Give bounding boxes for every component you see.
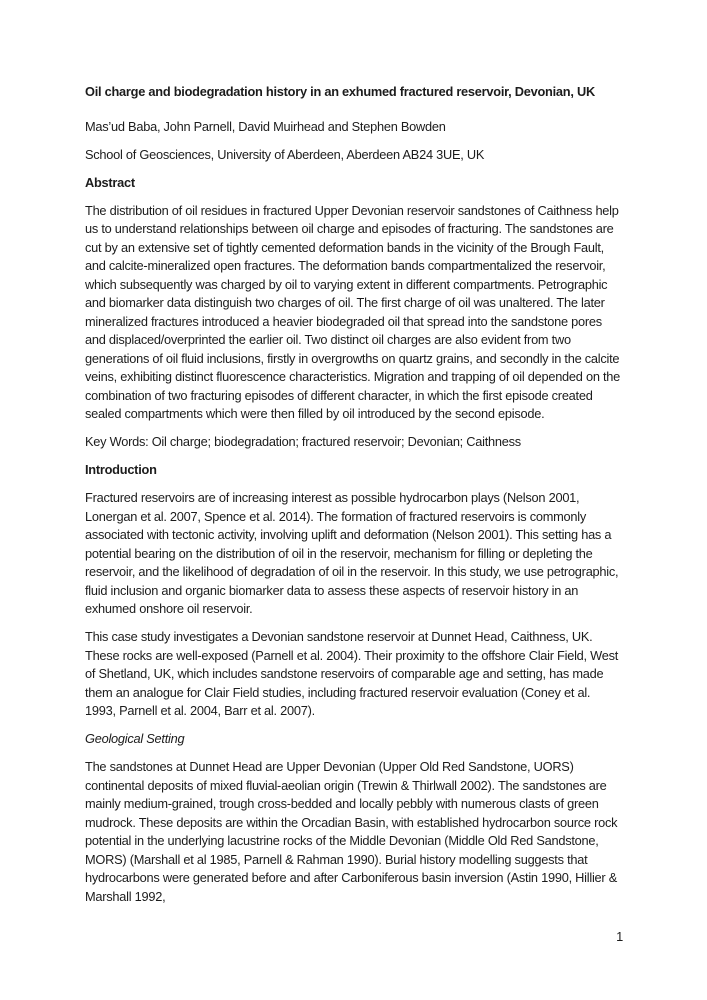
geological-setting-heading: Geological Setting [85, 731, 185, 746]
paper-title: Oil charge and biodegradation history in an exhumed fractured reservoir, Devonian, UK [85, 84, 595, 99]
geological-setting-paragraph: The sandstones at Dunnet Head are Upper Devonian (Upper Old Red Sandstone, UORS) continental deposits of mixed fluvial-aeolian origin (Trewin & Thirlwall 2002). The sandstones are mainly medium-grained, trough cross-bedded and locally pebbly with numerous clasts of green mudrock. These deposits are within the Orcadian Basin, with established hydrocarbon source rock potential in the underlying lacustrine rocks of the Middle Devonian (Middle Old Red Sandstone, MORS) (Marshall et al 1985, Parnell & Rahman 1990). Burial history modelling suggests that hydrocarbons were generated before and after Carboniferous basin inversion (Astin 1990, Hillier & Marshall 1992, [85, 759, 618, 904]
page-number: 1 [616, 928, 623, 944]
keywords-line: Key Words: Oil charge; biodegradation; fractured reservoir; Devonian; Caithness [85, 434, 521, 449]
abstract-paragraph: The distribution of oil residues in fractured Upper Devonian reservoir sandstones of Caithness help us to understand relationships between oil charge and episodes of fracturing. The sandstones are cut by an extensive set of tightly cemented deformation bands in the vicinity of the Brough Fault, and calcite-mineralized open fractures. The deformation bands compartmentalized the reservoir, which subsequently was charged by oil to varying extent in different compartments. Petrographic and biomarker data distinguish two charges of oil. The first charge of oil was unaltered. The later mineralized fractures introduced a heavier biodegraded oil that spread into the sandstone pores and displaced/overprinted the earlier oil. Two distinct oil charges are also evident from two generations of oil fluid inclusions, firstly in overgrowths on quartz grains, and secondly in the calcite veins, exhibiting distinct fluorescence characteristics. Migration and trapping of oil depended on the combination of two fracturing episodes of different character, in which the first episode created sealed compartments which were then filled by oil introduced by the second episode. [85, 202, 621, 421]
introduction-paragraph-1: Fractured reservoirs are of increasing interest as possible hydrocarbon plays (Nelson 2001, Lonergan et al. 2007, Spence et al. 2014). The formation of fractured reservoirs is commonly associated with tectonic activity, involving uplift and deformation (Nelson 2001). This setting has a potential bearing on the distribution of oil in the reservoir, mechanism for filling or depleting the reservoir, and the likelihood of degradation of oil in the reservoir. In this study, we use petrographic, fluid inclusion and organic biomarker data to assess these aspects of reservoir history in an exhumed onshore oil reservoir. [85, 490, 619, 616]
introduction-paragraph-2: This case study investigates a Devonian sandstone reservoir at Dunnet Head, Caithness, UK. These rocks are well-exposed (Parnell et al. 2004). Their proximity to the offshore Clair Field, West of Shetland, UK, which includes sandstone reservoirs of comparable age and setting, has made them an analogue for Clair Field studies, including fractured reservoir evaluation (Coney et al. 1993, Parnell et al. 2004, Barr et al. 2007). [85, 629, 619, 718]
affiliation-line: School of Geosciences, University of Aberdeen, Aberdeen AB24 3UE, UK [85, 146, 485, 162]
abstract-heading: Abstract [85, 174, 135, 190]
introduction-heading: Introduction [85, 462, 157, 477]
authors-line: Mas’ud Baba, John Parnell, David Muirhead and Stephen Bowden [85, 118, 446, 134]
